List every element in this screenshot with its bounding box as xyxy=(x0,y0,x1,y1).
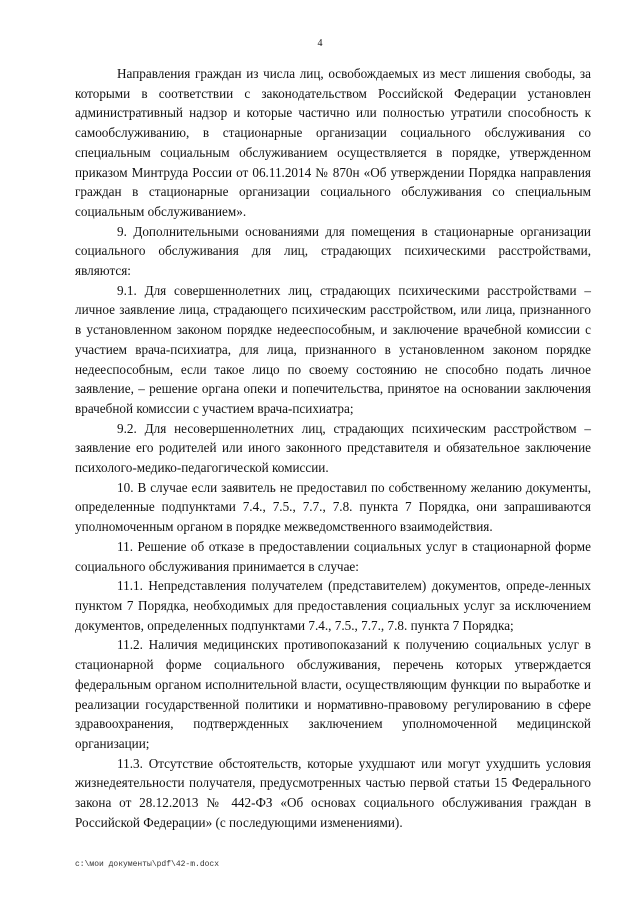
document-body xyxy=(75,64,591,832)
page-number: 4 xyxy=(317,38,323,49)
paragraph-referral-admin-supervision: Направления граждан из числа лиц, освобождаемых из мест лишения свободы, за которыми в соответствии с законодательством Российской Федерации установлен административный надзор и которые частично или полностью утратили способность к самообслуживанию, в стационарные организации социального обслуживания со специальным социальным обслуживанием осуществляется в порядке, утвержденном приказом Минтруда России от 06.11.2014 № 870н «Об утверждении Порядка направления граждан в стационарные организации социального обслуживания со специальным социальным обслуживанием». xyxy=(75,66,591,219)
paragraph-9-2: 9.2. Для несовершеннолетних лиц, страдающих психическим расстройством – заявление его родителей или иного законного представителя и обязательное заключение психолого-медико-педагогической комиссии. xyxy=(75,420,591,476)
paragraph-11-2: 11.2. Наличия медицинских противопоказаний к получению социальных услуг в стационарной форме социального обслуживания, перечень которых утверждается федеральным органом исполнительной власти, осуществляющим функции по выработке и реализации государственной политики и нормативно-правовому регулированию в сфере здравоохранения, подтвержденных заключением уполномоченной медицинской организации; xyxy=(75,637,591,751)
paragraph-11-1: 11.1. Непредставления получателем (представителем) документов, опреде-ленных пунктом 7 Порядка, необходимых для предоставления социальных услуг за исключением документов, определенных подпунктами 7.4., 7.5., 7.7., 7.8. пункта 7 Порядка; xyxy=(75,578,591,633)
paragraph-10: 10. В случае если заявитель не предоставил по собственному желанию документы, определенные подпунктами 7.4., 7.5., 7.7., 7.8. пункта 7 Порядка, они запрашиваются уполномоченным органом в порядке межведомственного взаимодействия. xyxy=(75,479,591,535)
footer-file-path: c:\мои документы\pdf\42-m.docx xyxy=(75,860,220,869)
paragraph-9: 9. Дополнительными основаниями для помещения в стационарные организации социального обслуживания для лиц, страдающих психическими расстройствами, являются: xyxy=(75,223,591,279)
paragraph-11-3: 11.3. Отсутствие обстоятельств, которые ухудшают или могут ухудшить условия жизнедеятельности получателя, предусмотренных частью первой статьи 15 Федерального закона от 28.12.2013 № 442-ФЗ «Об основах социального обслуживания граждан в Российской Федерации» (с последующими изменениями). xyxy=(75,755,591,830)
paragraph-11: 11. Решение об отказе в предоставлении социальных услуг в стационарной форме социального обслуживания принимается в случае: xyxy=(75,538,591,574)
paragraph-9-1: 9.1. Для совершеннолетних лиц, страдающих психическими расстройствами – личное заявление лица, страдающего психическим расстройством, или лица, признанного в установленном законом порядке недееспособным, и заключение врачебной комиссии с участием врача-психиатра, для лица, признанного в установленном законом порядке недееспособным, если такое лицо по своему состоянию не способно подать личное заявление, – решение органа опеки и попечительства, принятое на основании заключения врачебной комиссии с участием врача-психиатра; xyxy=(75,282,591,416)
